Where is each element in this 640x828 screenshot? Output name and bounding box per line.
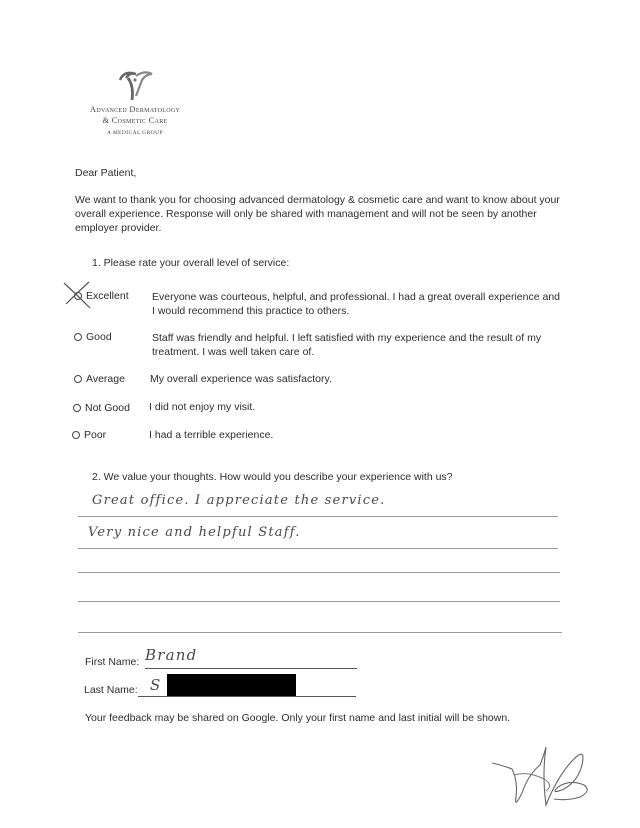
footnote: Your feedback may be shared on Google. Only your first name and last initial will be shown. xyxy=(85,712,511,724)
logo-line2: & Cosmetic Care xyxy=(102,115,168,125)
radio-circle-icon[interactable] xyxy=(72,431,80,439)
radio-circle-icon[interactable] xyxy=(74,375,82,383)
option-description: I had a terrible experience. xyxy=(149,429,274,441)
last-name-line xyxy=(138,696,356,697)
option-label: Poor xyxy=(84,429,107,441)
option-label: Good xyxy=(86,331,112,343)
option-description: Everyone was courteous, helpful, and professional. I had a great overall experience and I would recommend this practice to others. xyxy=(152,291,561,317)
option-description: My overall experience was satisfactory. xyxy=(150,373,332,385)
practice-logo xyxy=(80,66,190,139)
logo-line3: A MEDICAL GROUP xyxy=(107,130,163,136)
option-label: Not Good xyxy=(85,402,130,414)
first-name-line xyxy=(145,668,357,669)
logo-line1: Advanced Dermatology xyxy=(89,104,181,114)
last-name-label: Last Name: xyxy=(84,684,138,696)
redaction-box xyxy=(167,674,296,696)
option-label: Excellent xyxy=(86,290,129,302)
answer-line xyxy=(78,548,558,549)
answer-line xyxy=(78,601,560,602)
question2-heading: 2. We value your thoughts. How would you describe your experience with us? xyxy=(92,471,453,483)
answer-line xyxy=(78,632,562,633)
last-name-value[interactable]: S xyxy=(150,676,162,694)
salutation: Dear Patient, xyxy=(75,167,137,179)
first-name-label: First Name: xyxy=(85,656,140,668)
signature-scribble xyxy=(488,735,598,815)
first-name-value[interactable]: Brand xyxy=(145,646,198,664)
radio-circle-icon[interactable] xyxy=(73,404,81,412)
checkmark-x-icon xyxy=(62,280,92,310)
intro-paragraph: We want to thank you for choosing advanced dermatology & cosmetic care and want to know about your overall experience. Response will only be shared with management and will not be seen by another employer provider. xyxy=(75,194,560,234)
option-description: Staff was friendly and helpful. I left satisfied with my experience and the result of my treatment. I was well taken care of. xyxy=(152,332,542,358)
question1-heading: 1. Please rate your overall level of service: xyxy=(92,257,290,269)
radio-circle-icon[interactable] xyxy=(74,333,82,341)
answer-line xyxy=(78,572,560,573)
answer-handwriting-line2: Very nice and helpful Staff. xyxy=(88,525,301,540)
logo-mark-icon xyxy=(110,66,160,104)
option-description: I did not enjoy my visit. xyxy=(149,401,256,413)
answer-line xyxy=(78,516,558,517)
option-label: Average xyxy=(86,373,125,385)
answer-handwriting-line1: Great office. I appreciate the service. xyxy=(92,493,386,508)
